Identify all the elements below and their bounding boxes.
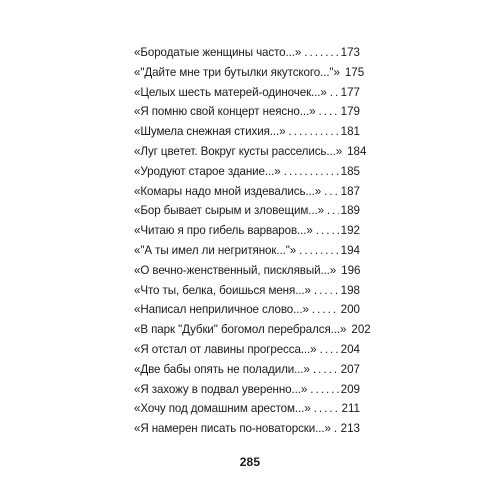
toc-entry (134, 300, 360, 320)
toc-entry (134, 380, 360, 400)
toc-dot-leader (316, 221, 339, 241)
toc-entry-title: «"А ты имел ли негритянок..."» (134, 243, 297, 257)
toc-dot-leader (314, 399, 340, 419)
toc-entry (134, 399, 360, 419)
toc-entry (134, 182, 360, 202)
toc-entry (134, 43, 360, 63)
toc-entry-title: «Я отстал от лавины прогресса...» (134, 342, 317, 356)
toc-entry-title: «В парк "Дубки" богомол перебрался...» (134, 323, 347, 337)
toc-entry-page: 194 (340, 243, 360, 257)
toc-entry-title: «Я захожу в подвал уверенно...» (134, 382, 308, 396)
toc-dot-leader (318, 102, 338, 122)
toc-entry (134, 122, 360, 142)
toc-entry-page: 189 (340, 204, 360, 218)
toc-entry-page: 200 (340, 303, 360, 317)
toc-dot-leader (327, 201, 339, 221)
toc-entry (134, 360, 360, 380)
toc-dot-leader (304, 43, 338, 63)
toc-entry-page: 211 (341, 402, 360, 416)
toc-entry (134, 162, 360, 182)
toc-entry-title: «Целых шесть матерей-одиночек...» (134, 85, 327, 99)
toc-entry-page: 202 (351, 323, 371, 337)
toc-entry-page: 185 (340, 164, 360, 178)
toc-entry-title: «Шумела снежная стихия...» (134, 125, 286, 139)
toc-entry-title: «Бородатые женщины часто...» (134, 46, 302, 59)
toc-entry-page: 198 (340, 283, 360, 297)
toc-entry-page: 181 (340, 125, 360, 139)
toc-entry (134, 221, 360, 241)
toc-dot-leader (330, 83, 339, 103)
toc-entry (134, 261, 360, 281)
toc-entry (134, 142, 367, 162)
toc-entry-page: 204 (340, 342, 360, 356)
toc-entry-title: «Написал неприличное слово...» (134, 303, 309, 317)
toc-dot-leader (334, 419, 339, 439)
toc-dot-leader (324, 182, 339, 202)
toc-entry-page: 184 (347, 144, 367, 158)
toc-entry (134, 241, 360, 261)
toc-entry-title: «Уродуют старое здание...» (134, 164, 281, 178)
toc-entry-title: «"Дайте мне три бутылки якутского..."» (134, 65, 340, 79)
toc-entry-page: 213 (340, 422, 360, 436)
toc-entry-title: «Комары надо мной издевались...» (134, 184, 322, 198)
toc-dot-leader (284, 162, 339, 182)
toc-entry-page: 196 (341, 263, 361, 277)
toc-entry-title: «Бор бывает сырым и зловещим...» (134, 204, 324, 218)
toc-entry-page: 173 (340, 46, 360, 59)
toc-entry (134, 83, 360, 103)
toc-entry (134, 201, 360, 221)
toc-entry (134, 63, 365, 83)
toc-entry-page: 177 (340, 85, 360, 99)
toc-entry-page: 187 (340, 184, 360, 198)
toc-entry-title: «Луг цветет. Вокруг кусты расселись...» (134, 144, 343, 158)
toc-entry (134, 281, 360, 301)
toc-entry-page: 175 (344, 65, 365, 79)
toc-entry-title: «Что ты, белка, боишься меня...» (134, 283, 311, 297)
toc-dot-leader (320, 340, 339, 360)
toc-entry-title: «Хочу под домашним арестом...» (134, 402, 311, 416)
toc-entry-page: 192 (340, 224, 360, 238)
toc-entry-page: 207 (340, 362, 360, 376)
toc-entry (134, 340, 360, 360)
toc-dot-leader (313, 360, 339, 380)
toc-dot-leader (299, 241, 339, 261)
toc-entry-title: «О вечно-женственный, писклявый...» (134, 263, 337, 277)
toc-entry-title: «Две бабы опять не поладили...» (134, 362, 310, 376)
toc-entry-title: «Я помню свой концерт неясно...» (134, 105, 316, 119)
table-of-contents (134, 43, 371, 439)
toc-dot-leader (312, 300, 339, 320)
toc-entry-page: 179 (340, 105, 360, 119)
toc-dot-leader (288, 122, 338, 142)
toc-entry-title: «Я намерен писать по-новаторски...» (134, 422, 331, 436)
toc-entry-page: 209 (340, 382, 360, 396)
toc-dot-leader (310, 380, 338, 400)
toc-entry (134, 102, 360, 122)
toc-entry (134, 320, 371, 340)
toc-entry-title: «Читаю я про гибель варваров...» (134, 224, 313, 238)
page-number: 285 (239, 455, 261, 469)
toc-entry (134, 419, 360, 439)
toc-dot-leader (314, 281, 339, 301)
